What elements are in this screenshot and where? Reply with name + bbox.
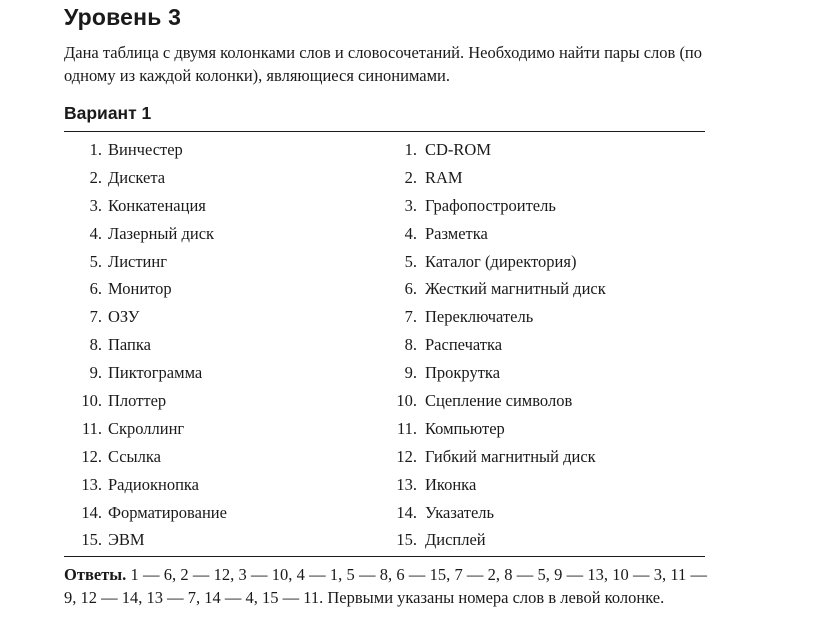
item-text: Пиктограмма xyxy=(108,363,203,383)
item-text: Плоттер xyxy=(108,391,167,411)
item-number: 9. xyxy=(404,363,417,383)
item-text: Конкатенация xyxy=(108,195,206,215)
item-text: Жесткий магнитный диск xyxy=(425,279,606,299)
item-text: RAM xyxy=(425,167,463,187)
right-word-column xyxy=(395,137,715,555)
left-word-column xyxy=(64,137,394,555)
right-list-item xyxy=(395,276,715,304)
item-number: 15. xyxy=(396,530,417,550)
item-number: 3. xyxy=(404,195,417,215)
item-number: 6. xyxy=(89,279,102,299)
item-number: 11. xyxy=(396,418,417,438)
item-text: Иконка xyxy=(425,474,477,494)
left-list-item xyxy=(64,276,394,304)
item-number: 11. xyxy=(81,418,102,438)
item-number: 4. xyxy=(404,223,417,243)
left-list-item xyxy=(64,332,394,360)
answers-text: 1 — 6, 2 — 12, 3 — 10, 4 — 1, 5 — 8, 6 — 15, 7 — 2, 8 — 5, 9 — 13, 10 — 3, 11 — 9, 12 — 14, 13 — 7, 14 — 4, 15 — 11. Первыми указаны номера слов в левой колонке. xyxy=(64,565,708,607)
left-list-item xyxy=(64,360,394,388)
item-number: 7. xyxy=(89,307,102,327)
left-list-item xyxy=(64,221,394,249)
item-text: Гибкий магнитный диск xyxy=(425,446,596,466)
item-text: Скроллинг xyxy=(108,418,185,438)
item-number: 13. xyxy=(81,474,102,494)
left-list-item xyxy=(64,500,394,528)
right-list-item xyxy=(395,249,715,277)
table-top-rule xyxy=(64,131,705,132)
item-text: Ссылка xyxy=(108,446,161,466)
item-number: 14. xyxy=(396,502,417,522)
item-text: Разметка xyxy=(425,223,488,243)
answers-label: Ответы. xyxy=(64,565,127,584)
item-text: Папка xyxy=(108,335,151,355)
right-list-item xyxy=(395,137,715,165)
right-list-item xyxy=(395,165,715,193)
item-text: Радиокнопка xyxy=(108,474,199,494)
item-text: Листинг xyxy=(108,251,167,271)
item-number: 13. xyxy=(396,474,417,494)
item-number: 9. xyxy=(89,363,102,383)
left-list-item xyxy=(64,388,394,416)
item-number: 10. xyxy=(396,391,417,411)
right-list-item xyxy=(395,416,715,444)
task-description: Дана таблица с двумя колонками слов и словосочетаний. Необходимо найти пары слов (по одному из каждой колонки), являющиеся синонимами. xyxy=(64,43,703,85)
item-text: Переключатель xyxy=(425,307,534,327)
item-number: 8. xyxy=(404,335,417,355)
item-number: 7. xyxy=(404,307,417,327)
right-list-item xyxy=(395,444,715,472)
right-list-item xyxy=(395,193,715,221)
right-list-item xyxy=(395,527,715,555)
item-text: Форматирование xyxy=(108,502,227,522)
right-list-item xyxy=(395,304,715,332)
item-number: 12. xyxy=(396,446,417,466)
item-number: 2. xyxy=(404,167,417,187)
left-list-item xyxy=(64,137,394,165)
item-number: 1. xyxy=(89,140,102,159)
left-list-item xyxy=(64,249,394,277)
item-text: Компьютер xyxy=(425,418,505,438)
right-list-item xyxy=(395,221,715,249)
item-number: 10. xyxy=(81,391,102,411)
item-text: ЭВМ xyxy=(108,530,145,550)
item-number: 14. xyxy=(81,502,102,522)
item-number: 5. xyxy=(89,251,102,271)
item-number: 3. xyxy=(89,195,102,215)
right-list-item xyxy=(395,332,715,360)
item-number: 8. xyxy=(89,335,102,355)
table-bottom-rule xyxy=(64,556,705,557)
item-number: 12. xyxy=(81,446,102,466)
item-text: Распечатка xyxy=(425,335,503,355)
item-number: 15. xyxy=(81,530,102,550)
item-text: Дисплей xyxy=(425,530,486,550)
left-list-item xyxy=(64,304,394,332)
item-number: 4. xyxy=(89,223,102,243)
left-list-item xyxy=(64,165,394,193)
item-number: 2. xyxy=(89,167,102,187)
variant-title: Вариант 1 xyxy=(64,103,152,123)
right-list-item xyxy=(395,388,715,416)
item-text: Лазерный диск xyxy=(108,223,215,243)
left-list-item xyxy=(64,416,394,444)
item-text: Винчестер xyxy=(108,140,183,159)
item-number: 5. xyxy=(404,251,417,271)
item-text: Графопостроитель xyxy=(425,195,556,215)
item-text: Каталог (директория) xyxy=(425,251,577,271)
left-list-item xyxy=(64,444,394,472)
left-list-item xyxy=(64,472,394,500)
answers-paragraph xyxy=(64,564,707,609)
item-text: ОЗУ xyxy=(108,307,140,327)
item-text: Прокрутка xyxy=(425,363,501,383)
left-list-item xyxy=(64,527,394,555)
item-number: 1. xyxy=(404,140,417,159)
item-text: Указатель xyxy=(425,502,495,522)
page-heading: Уровень 3 xyxy=(64,4,182,30)
right-list-item xyxy=(395,500,715,528)
right-list-item xyxy=(395,360,715,388)
item-text: CD-ROM xyxy=(425,140,492,159)
item-text: Дискета xyxy=(108,167,166,187)
item-text: Монитор xyxy=(108,279,172,299)
item-text: Сцепление символов xyxy=(425,391,573,411)
left-list-item xyxy=(64,193,394,221)
item-number: 6. xyxy=(404,279,417,299)
right-list-item xyxy=(395,472,715,500)
